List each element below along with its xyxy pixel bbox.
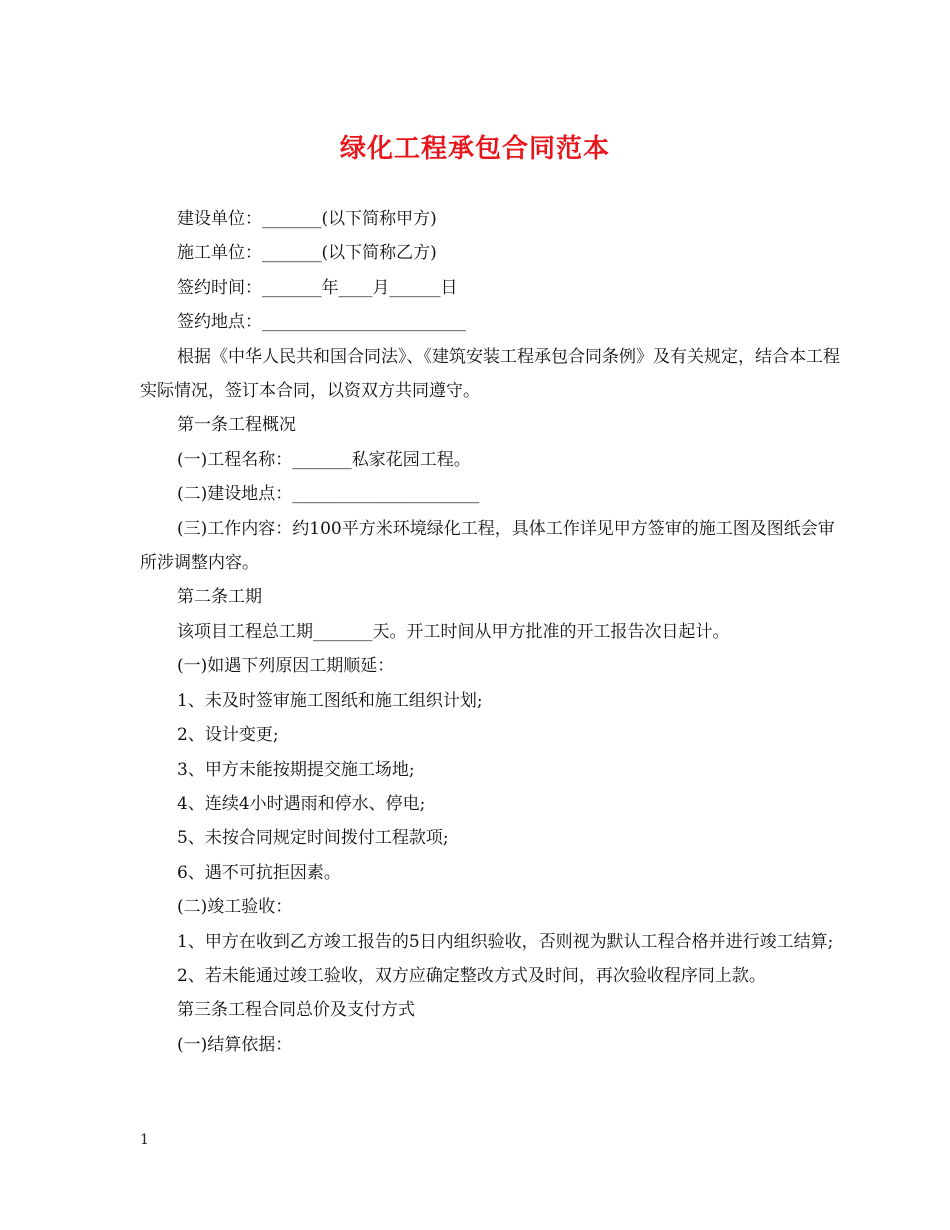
list-item: 4、连续4小时遇雨和停水、停电;	[177, 793, 426, 814]
list-item: 6、遇不可抗拒因素。	[177, 862, 341, 883]
paragraph-extension-heading: (一)如遇下列原因工期顺延：	[177, 656, 395, 677]
list-item: 1、甲方在收到乙方竣工报告的5日内组织验收，否则视为默认工程合格并进行竣工结算;	[177, 931, 834, 952]
list-item: 3、甲方未能按期提交施工场地;	[177, 759, 415, 780]
document-body	[140, 202, 840, 1062]
paragraph-signing-place: 签约地点：________________________	[177, 312, 466, 333]
page-number: 1	[140, 1132, 149, 1148]
paragraph-settlement-basis: (一)结算依据：	[177, 1034, 293, 1055]
paragraph-contractor: 施工单位：_______(以下简称乙方)	[177, 243, 437, 264]
section-heading-1: 第一条工程概况	[177, 415, 296, 436]
paragraph-project-location: (二)建设地点：______________________	[177, 484, 480, 505]
paragraph-acceptance-heading: (二)竣工验收：	[177, 897, 293, 918]
section-heading-2: 第二条工期	[177, 587, 262, 608]
paragraph-duration: 该项目工程总工期_______天。开工时间从甲方批准的开工报告次日起计。	[177, 621, 730, 642]
list-item: 5、未按合同规定时间拨付工程款项;	[177, 828, 449, 849]
paragraph-work-content: (三)工作内容：约100平方米环境绿化工程，具体工作详见甲方签审的施工图及图纸会审所涉调整内容。	[140, 518, 835, 574]
section-heading-3: 第三条工程合同总价及支付方式	[177, 1000, 415, 1021]
paragraph-signing-date: 签约时间：_______年____月______日	[177, 277, 458, 298]
list-item: 2、若未能通过竣工验收，双方应确定整改方式及时间，再次验收程序同上款。	[177, 965, 766, 986]
document-title: 绿化工程承包合同范本	[339, 134, 610, 164]
list-item: 2、设计变更;	[177, 725, 279, 746]
paragraph-preamble: 根据《中华人民共和国合同法》、《建筑安装工程承包合同条例》及有关规定，结合本工程实际情况，签订本合同，以资双方共同遵守。	[140, 346, 840, 402]
paragraph-client: 建设单位：_______(以下简称甲方)	[177, 209, 437, 229]
paragraph-project-name: (一)工程名称：_______私家花园工程。	[177, 449, 471, 470]
list-item: 1、未及时签审施工图纸和施工组织计划;	[177, 690, 483, 711]
